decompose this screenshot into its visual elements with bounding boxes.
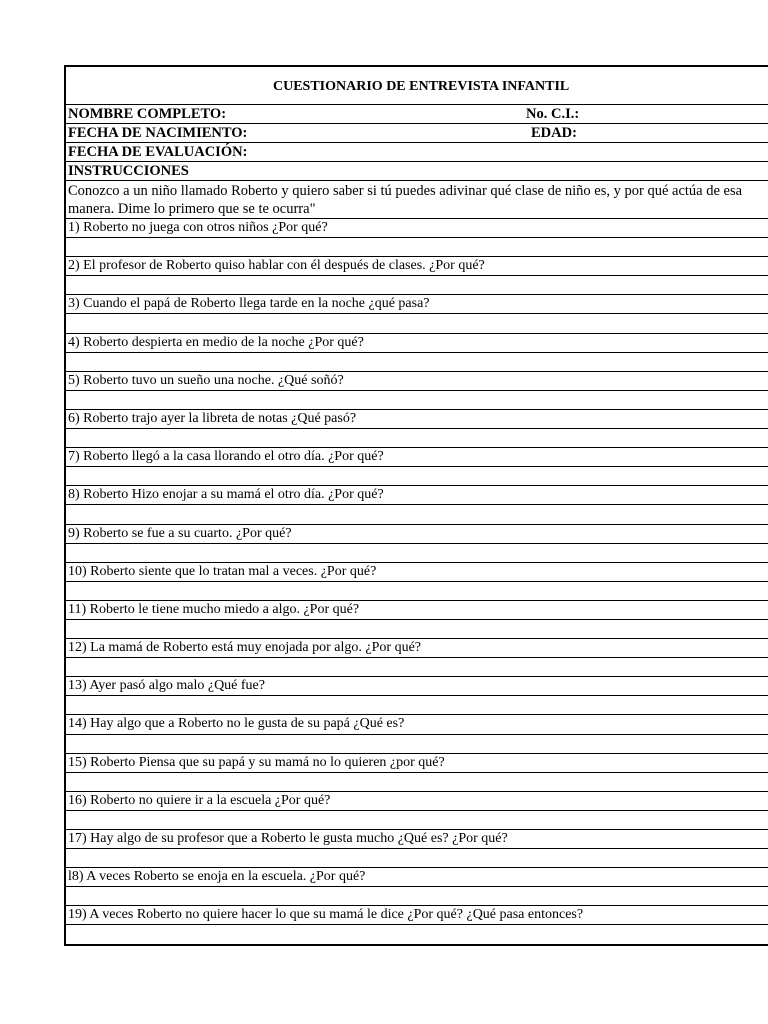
question-row: 2) El profesor de Roberto quiso hablar con él después de clases. ¿Por qué? <box>66 257 768 276</box>
fecha-nacimiento-row[interactable] <box>66 124 768 143</box>
ci-label: No. C.I.: <box>526 106 580 122</box>
question-row: 19) A veces Roberto no quiere hacer lo que su mamá le dice ¿Por qué? ¿Qué pasa entonces? <box>66 906 768 925</box>
answer-row[interactable] <box>66 544 768 563</box>
answer-row[interactable] <box>66 314 768 333</box>
question-row: 4) Roberto despierta en medio de la noche ¿Por qué? <box>66 334 768 353</box>
question-row: 15) Roberto Piensa que su papá y su mamá no lo quieren ¿por qué? <box>66 754 768 773</box>
answer-row[interactable] <box>66 429 768 448</box>
fecha-nacimiento-label: FECHA DE NACIMIENTO: <box>68 125 248 141</box>
fecha-evaluacion-row[interactable] <box>66 143 768 162</box>
nombre-label: NOMBRE COMPLETO: <box>68 106 227 122</box>
question-row: 3) Cuando el papá de Roberto llega tarde en la noche ¿qué pasa? <box>66 295 768 314</box>
question-row: 6) Roberto trajo ayer la libreta de notas ¿Qué pasó? <box>66 410 768 429</box>
question-row: 12) La mamá de Roberto está muy enojada por algo. ¿Por qué? <box>66 639 768 658</box>
question-row: 8) Roberto Hizo enojar a su mamá el otro día. ¿Por qué? <box>66 486 768 505</box>
answer-row[interactable] <box>66 658 768 677</box>
instructions-line-1: Conozco a un niño llamado Roberto y quiero saber si tú puedes adivinar qué clase de niño es, y por qué actúa de esa <box>68 183 743 199</box>
question-row: 16) Roberto no quiere ir a la escuela ¿Por qué? <box>66 792 768 811</box>
questionnaire-sheet <box>64 65 768 946</box>
answer-row[interactable] <box>66 276 768 295</box>
answer-row[interactable] <box>66 696 768 715</box>
answer-row[interactable] <box>66 849 768 868</box>
questions-list <box>66 219 768 945</box>
question-row: 5) Roberto tuvo un sueño una noche. ¿Qué soñó? <box>66 372 768 391</box>
answer-row[interactable] <box>66 620 768 639</box>
page-title: CUESTIONARIO DE ENTREVISTA INFANTIL <box>273 79 570 94</box>
question-row: 14) Hay algo que a Roberto no le gusta de su papá ¿Qué es? <box>66 715 768 734</box>
answer-row[interactable] <box>66 887 768 906</box>
question-row: 11) Roberto le tiene mucho miedo a algo. ¿Por qué? <box>66 601 768 620</box>
answer-row[interactable] <box>66 238 768 257</box>
instrucciones-row <box>66 162 768 181</box>
answer-row[interactable] <box>66 925 768 944</box>
answer-row[interactable] <box>66 735 768 754</box>
question-row: 13) Ayer pasó algo malo ¿Qué fue? <box>66 677 768 696</box>
question-row: 10) Roberto siente que lo tratan mal a veces. ¿Por qué? <box>66 563 768 582</box>
question-row: 17) Hay algo de su profesor que a Roberto le gusta mucho ¿Qué es? ¿Por qué? <box>66 830 768 849</box>
instructions-line-2: manera. Dime lo primero que se te ocurra" <box>68 201 316 217</box>
nombre-row[interactable] <box>66 105 768 124</box>
answer-row[interactable] <box>66 467 768 486</box>
answer-row[interactable] <box>66 773 768 792</box>
question-row: 7) Roberto llegó a la casa llorando el otro día. ¿Por qué? <box>66 448 768 467</box>
instructions-text <box>66 181 768 219</box>
edad-label: EDAD: <box>531 125 577 141</box>
question-row: l8) A veces Roberto se enoja en la escuela. ¿Por qué? <box>66 868 768 887</box>
question-row: 1) Roberto no juega con otros niños ¿Por qué? <box>66 219 768 238</box>
instrucciones-label: INSTRUCCIONES <box>68 163 189 179</box>
answer-row[interactable] <box>66 811 768 830</box>
title-row <box>66 67 768 105</box>
answer-row[interactable] <box>66 505 768 524</box>
answer-row[interactable] <box>66 353 768 372</box>
question-row: 9) Roberto se fue a su cuarto. ¿Por qué? <box>66 525 768 544</box>
answer-row[interactable] <box>66 582 768 601</box>
fecha-evaluacion-label: FECHA DE EVALUACIÓN: <box>68 144 248 160</box>
answer-row[interactable] <box>66 391 768 410</box>
